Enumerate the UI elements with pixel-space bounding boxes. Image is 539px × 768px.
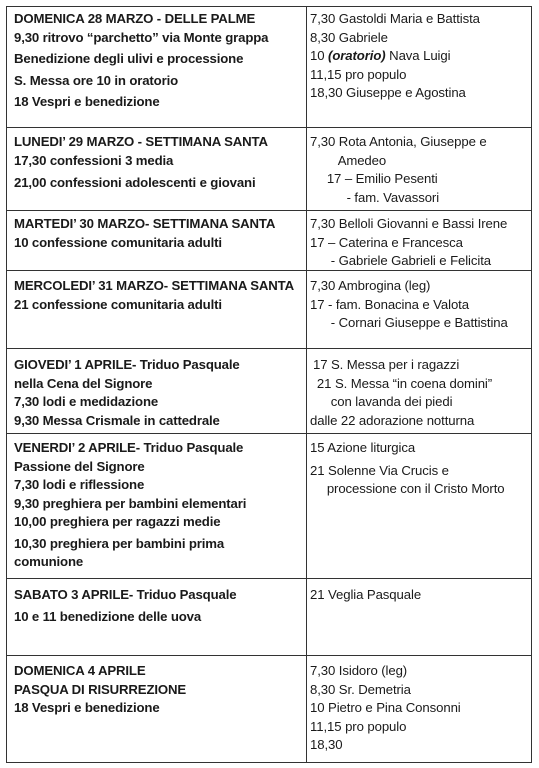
mass-line: 17 S. Messa per i ragazzi — [312, 357, 460, 372]
day-heading: DOMENICA 4 APRILE — [14, 663, 146, 678]
day-subheading: nella Cena del Signore — [14, 375, 153, 391]
mass-line: 8,30 Gabriele — [310, 29, 388, 45]
day-heading: MERCOLEDI’ 31 MARZO- SETTIMANA SANTA — [14, 278, 294, 293]
event-line: 9,30 preghiera per bambini elementari — [14, 495, 247, 511]
mass-line: Amedeo — [337, 152, 387, 168]
event-line: 7,30 lodi e riflessione — [14, 477, 145, 492]
day-cell — [7, 7, 307, 127]
schedule-row — [7, 271, 531, 349]
mass-cell — [307, 579, 531, 655]
mass-line: 17 - fam. Bonacina e Valota — [310, 296, 469, 312]
day-cell — [7, 434, 307, 578]
mass-line: 15 Azione liturgica — [310, 440, 416, 455]
event-line: 21,00 confessioni adolescenti e giovani — [14, 175, 256, 190]
event-line: 10 e 11 benedizione delle uova — [14, 608, 202, 624]
event-line: S. Messa ore 10 in oratorio — [14, 72, 179, 88]
event-line: 9,30 Messa Crismale in cattedrale — [14, 412, 220, 428]
schedule-row — [7, 7, 531, 128]
mass-line: 21 Solenne Via Crucis e — [310, 462, 449, 478]
day-subheading: Passione del Signore — [14, 458, 145, 474]
mass-line: - fam. Vavassori — [346, 189, 440, 205]
day-cell — [7, 211, 307, 270]
mass-line: 18,30 Giuseppe e Agostina — [310, 85, 466, 100]
event-line: 7,30 lodi e medidazione — [14, 394, 159, 409]
mass-line: 18,30 — [310, 737, 343, 752]
day-heading: MARTEDI’ 30 MARZO- SETTIMANA SANTA — [14, 216, 276, 231]
day-cell — [7, 128, 307, 210]
day-heading: SABATO 3 APRILE- Triduo Pasquale — [14, 587, 237, 602]
mass-line: 21 Veglia Pasquale — [310, 587, 422, 602]
mass-line — [310, 47, 526, 66]
event-line: 10 confessione comunitaria adulti — [14, 234, 222, 250]
mass-time: 10 — [310, 48, 329, 63]
mass-line: 7,30 Isidoro (leg) — [310, 663, 408, 678]
mass-cell — [307, 271, 531, 348]
mass-line: 7,30 Belloli Giovanni e Bassi Irene — [310, 216, 508, 231]
day-heading: LUNEDI’ 29 MARZO - SETTIMANA SANTA — [14, 134, 268, 149]
mass-cell — [307, 128, 531, 210]
mass-line: con lavanda dei piedi — [330, 394, 453, 409]
event-line: 9,30 ritrovo “parchetto” via Monte grappa — [14, 29, 269, 45]
mass-line: 7,30 Rota Antonia, Giuseppe e — [310, 134, 487, 149]
mass-line: 17 – Emilio Pesenti — [326, 171, 438, 186]
mass-line: 8,30 Sr. Demetria — [310, 681, 411, 697]
day-heading: DOMENICA 28 MARZO - DELLE PALME — [14, 11, 256, 26]
mass-cell — [307, 7, 531, 127]
mass-line: 7,30 Ambrogina (leg) — [310, 278, 431, 293]
mass-line: dalle 22 adorazione notturna — [310, 412, 475, 428]
day-cell — [7, 656, 307, 762]
mass-cell — [307, 349, 531, 433]
mass-line: 17 – Caterina e Francesca — [310, 234, 463, 250]
mass-line: - Cornari Giuseppe e Battistina — [330, 315, 508, 330]
schedule-row — [7, 211, 531, 271]
mass-cell — [307, 434, 531, 578]
day-subheading: PASQUA DI RISURREZIONE — [14, 681, 187, 697]
event-line: 10,00 preghiera per ragazzi medie — [14, 514, 221, 529]
event-line: 21 confessione comunitaria adulti — [14, 296, 222, 312]
schedule-row — [7, 579, 531, 656]
event-line: 17,30 confessioni 3 media — [14, 152, 174, 168]
schedule-row — [7, 656, 531, 762]
mass-line: 11,15 pro populo — [310, 718, 407, 734]
mass-line: - Gabriele Gabrieli e Felicita — [330, 253, 491, 268]
day-heading: VENERDI’ 2 APRILE- Triduo Pasquale — [14, 440, 244, 455]
schedule-row — [7, 349, 531, 434]
mass-line: 11,15 pro populo — [310, 66, 407, 82]
day-cell — [7, 349, 307, 433]
day-cell — [7, 579, 307, 655]
mass-line: 21 S. Messa “in coena domini” — [316, 375, 493, 391]
mass-intention: Nava Luigi — [385, 48, 451, 63]
event-line: 10,30 preghiera per bambini prima — [14, 535, 225, 551]
day-heading: GIOVEDI’ 1 APRILE- Triduo Pasquale — [14, 357, 240, 372]
event-line: comunione — [14, 554, 84, 569]
event-line: 18 Vespri e benedizione — [14, 94, 160, 109]
event-line: 18 Vespri e benedizione — [14, 700, 160, 715]
mass-cell — [307, 211, 531, 270]
mass-line: 7,30 Gastoldi Maria e Battista — [310, 11, 480, 26]
event-line: Benedizione degli ulivi e processione — [14, 51, 244, 66]
mass-line: 10 Pietro e Pina Consonni — [310, 700, 461, 715]
schedule-row — [7, 128, 531, 211]
mass-cell — [307, 656, 531, 762]
schedule-table — [6, 6, 532, 763]
schedule-row — [7, 434, 531, 579]
location-note: (oratorio) — [328, 48, 386, 63]
mass-line: processione con il Cristo Morto — [326, 481, 505, 496]
day-cell — [7, 271, 307, 348]
